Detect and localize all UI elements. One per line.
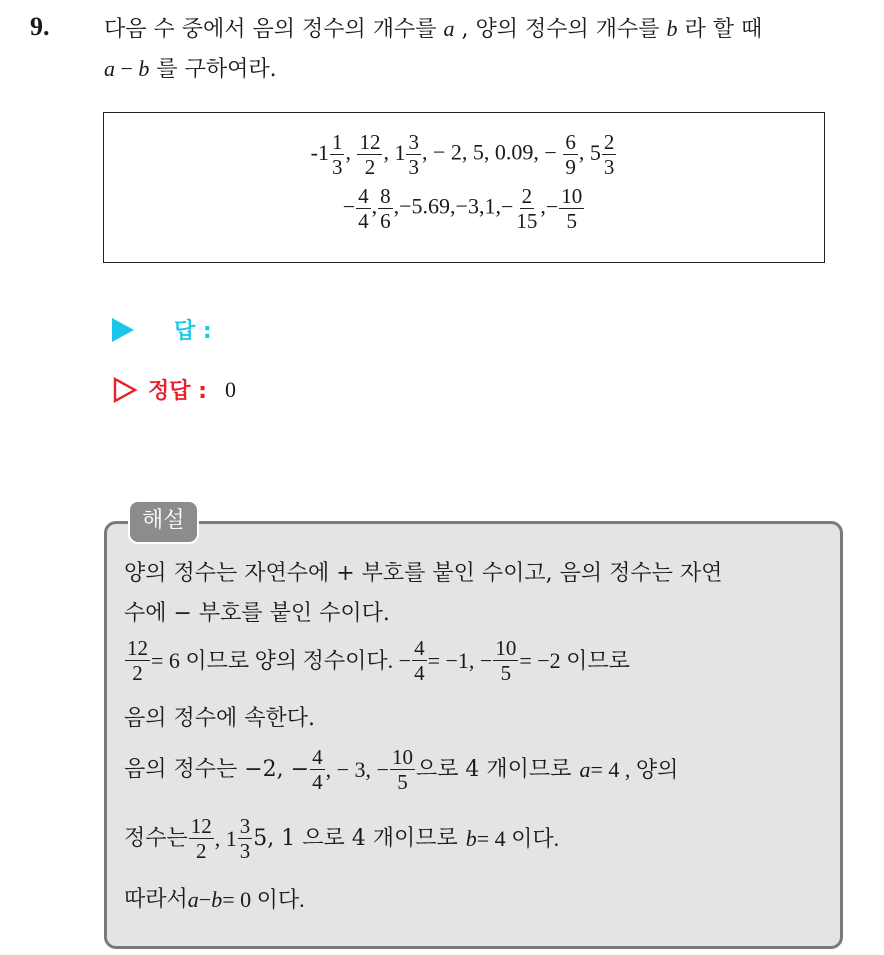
fraction: $\frac{3}{3}$	[408, 130, 419, 180]
fraction: $\frac{4}{4}$	[312, 745, 323, 795]
number-item: 1 $\frac{3}{3}$	[394, 130, 419, 180]
question-number: 9.	[30, 12, 50, 41]
number-list-row-1: -1 $\frac{1}{3}$ , $\frac{12}{2}$ , 1 $\frac{3}{3}$ , − 2, 5, 0.09, − $\frac{6}{9}$ , 5 $\frac{2}{3}$	[104, 131, 824, 178]
play-outline-icon	[112, 377, 138, 403]
question-text-line-2: a − b 를 구하여라.	[104, 56, 277, 82]
answer-label: 답 :	[174, 319, 212, 344]
correct-answer-value: 0	[224, 376, 236, 402]
fraction: $\frac{1}{3}$	[331, 130, 343, 180]
number-item: −5.69	[399, 193, 451, 219]
correct-answer-row	[112, 374, 236, 405]
explanation-line-3: $\frac{12}{2}$ = 6 이므로 양의 정수이다. − $\frac{4}{4}$ = −1, − $\frac{10}{5}$ = −2 이므로	[127, 636, 630, 686]
fraction: $\frac{2}{3}$	[603, 130, 615, 180]
variable-b: b	[666, 16, 678, 41]
fraction: $\frac{2}{15}$	[516, 184, 538, 234]
number-item: 5	[472, 139, 484, 165]
number-item: 1	[484, 193, 496, 219]
question-text-line-1: 다음 수 중에서 음의 정수의 개수를 a , 양의 정수의 개수를 b 라 할 때	[104, 16, 763, 42]
fraction: $\frac{10}{5}$	[495, 636, 517, 686]
fraction: $\frac{12}{2}$	[127, 636, 148, 686]
fraction: $\frac{10}{5}$	[561, 184, 583, 234]
number-list-row-2: − $\frac{4}{4}$ , $\frac{8}{6}$ ,−5.69,−3,1,− $\frac{2}{15}$ ,− $\frac{10}{5}$	[104, 185, 824, 232]
explanation-line-5: 음의 정수는 −2, − $\frac{4}{4}$ , − 3, − $\frac{10}{5}$ 으로 4 개이므로 a = 4 , 양의	[124, 745, 679, 795]
number-item: − $\frac{4}{4}$	[342, 184, 369, 234]
fraction: $\frac{3}{3}$	[239, 814, 251, 864]
explanation-line-6: 정수는 $\frac{12}{2}$ , 1 $\frac{3}{3}$ 5, 1 으로 4 개이므로 b = 4 이다.	[124, 814, 560, 864]
explanation-line-7: 따라서 a − b = 0 이다.	[124, 887, 305, 912]
explanation-line-1: 양의 정수는 자연수에 + 부호를 붙인 수이고, 음의 정수는 자연	[124, 561, 723, 586]
fraction: $\frac{10}{5}$	[391, 745, 413, 795]
number-item: − 2	[432, 139, 462, 165]
variable-a: a	[443, 16, 455, 41]
fraction: $\frac{4}{4}$	[414, 636, 425, 686]
number-item: − $\frac{6}{9}$	[544, 130, 576, 180]
number-item: − $\frac{2}{15}$	[500, 184, 538, 234]
number-item: 5 $\frac{2}{3}$	[589, 130, 615, 180]
number-item: 0.09	[494, 139, 534, 165]
number-list-box	[103, 112, 825, 263]
number-item	[377, 184, 394, 234]
explanation-line-2: 수에 − 부호를 붙인 수이다.	[124, 601, 390, 626]
answer-row	[112, 314, 212, 345]
fraction: $\frac{12}{2}$	[190, 814, 212, 864]
fraction: $\frac{12}{2}$	[359, 130, 381, 180]
fraction: $\frac{8}{6}$	[380, 184, 391, 234]
fraction: $\frac{4}{4}$	[358, 184, 369, 234]
play-filled-icon	[112, 318, 134, 342]
number-item: -1 $\frac{1}{3}$	[310, 130, 343, 180]
explanation-line-4: 음의 정수에 속한다.	[124, 706, 315, 731]
fraction: $\frac{6}{9}$	[565, 130, 576, 180]
number-item: − $\frac{10}{5}$	[545, 184, 583, 234]
explanation-tag: 해설	[128, 500, 199, 544]
number-item: −3	[455, 193, 479, 219]
correct-answer-label: 정답 :	[148, 379, 207, 404]
number-item	[356, 130, 383, 180]
